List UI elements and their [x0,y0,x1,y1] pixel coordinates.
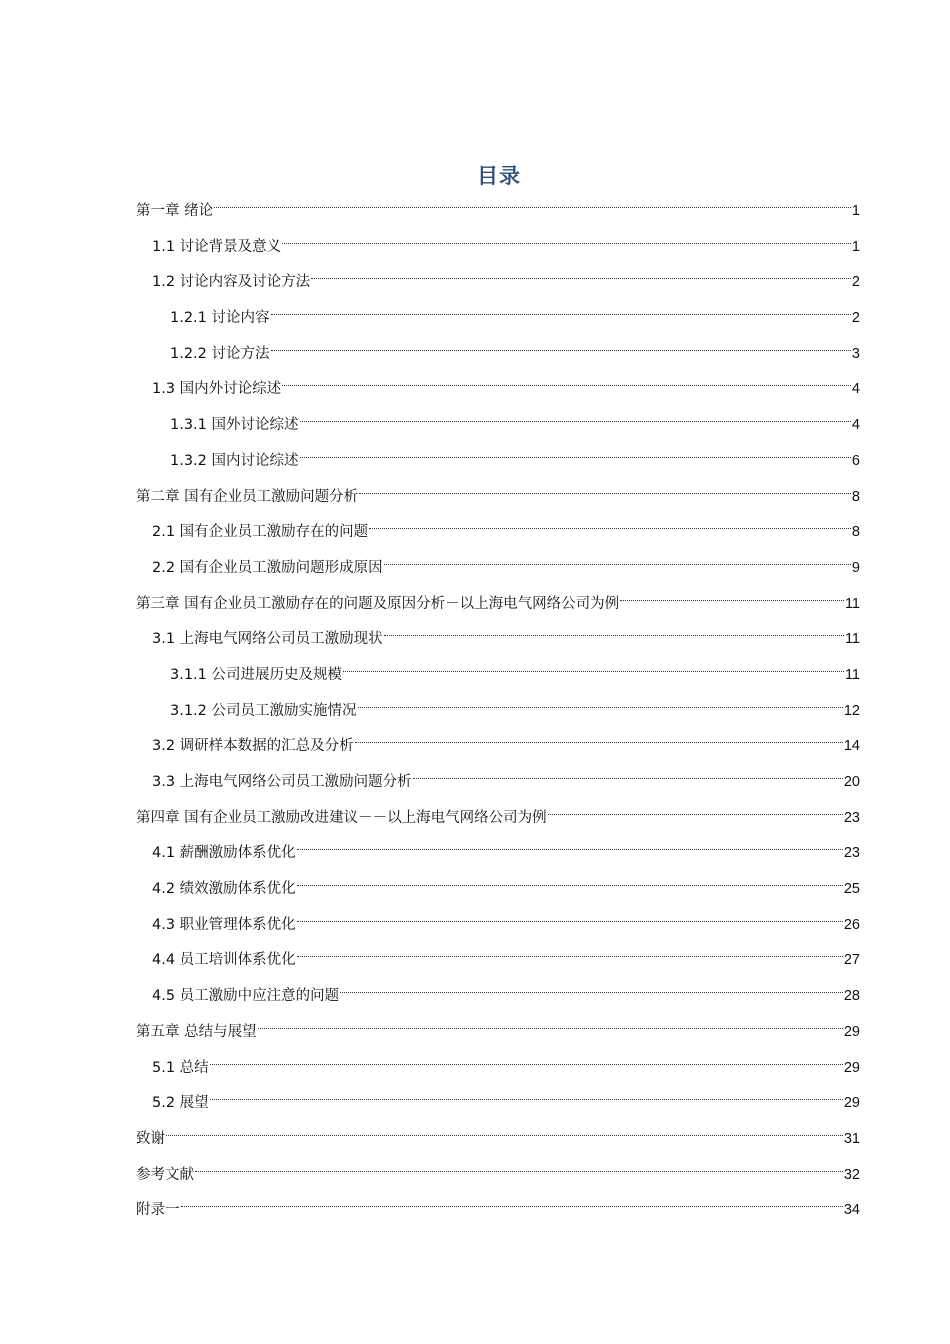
toc-entry-label: 4.5 员工激励中应注意的问题 [152,988,340,1005]
toc-dot-leader [258,1012,843,1036]
toc-entry-label: 1.2.1 讨论内容 [170,310,270,327]
toc-entry-label: 3.1 上海电气网络公司员工激励现状 [152,631,383,648]
table-of-contents [136,191,860,1226]
toc-entry-page-number: 8 [851,488,860,505]
toc-entry-page-number: 26 [843,916,860,933]
toc-entry-label: 4.4 员工培训体系优化 [152,952,296,969]
toc-entry[interactable] [136,441,860,477]
toc-dot-leader [210,1048,843,1072]
toc-title: 目录 [477,164,521,188]
toc-entry-page-number: 9 [851,559,860,576]
toc-dot-leader [384,548,851,572]
toc-dot-leader [620,584,844,608]
toc-entry[interactable] [136,1155,860,1191]
toc-dot-leader [369,512,851,536]
toc-entry-page-number: 11 [844,666,860,683]
toc-entry-label: 1.3.2 国内讨论综述 [170,452,299,469]
toc-dot-leader [181,1190,843,1214]
toc-dot-leader [271,334,851,358]
toc-entry[interactable] [136,976,860,1012]
toc-dot-leader [359,477,851,501]
toc-entry[interactable] [136,619,860,655]
toc-entry[interactable] [136,1190,860,1226]
toc-entry-label: 5.1 总结 [152,1059,209,1076]
toc-entry[interactable] [136,940,860,976]
toc-dot-leader [282,369,851,393]
toc-entry-label: 1.3.1 国外讨论综述 [170,417,299,434]
toc-entry[interactable] [136,298,860,334]
toc-dot-leader [355,726,843,750]
toc-entry[interactable] [136,833,860,869]
toc-entry-page-number: 11 [844,631,860,648]
toc-entry-page-number: 12 [843,702,860,719]
toc-entry-page-number: 2 [851,310,860,327]
toc-entry-page-number: 29 [843,1059,860,1076]
toc-entry[interactable] [136,1083,860,1119]
toc-entry-page-number: 28 [843,988,860,1005]
toc-dot-leader [311,262,851,286]
toc-entry[interactable] [136,405,860,441]
toc-dot-leader [282,227,851,251]
toc-entry-page-number: 2 [851,274,860,291]
toc-entry-page-number: 31 [843,1130,860,1147]
toc-entry[interactable] [136,262,860,298]
toc-dot-leader [340,976,843,1000]
toc-entry[interactable] [136,905,860,941]
toc-entry-label: 4.2 绩效激励体系优化 [152,881,296,898]
toc-entry-page-number: 27 [843,952,860,969]
toc-entry[interactable] [136,584,860,620]
toc-entry[interactable] [136,191,860,227]
toc-dot-leader [271,298,851,322]
toc-entry-page-number: 8 [851,524,860,541]
toc-dot-leader [297,869,843,893]
toc-dot-leader [166,1119,843,1143]
toc-entry-label: 致谢 [136,1130,165,1147]
toc-entry-page-number: 6 [851,452,860,469]
toc-entry-page-number: 1 [851,203,860,219]
toc-entry-label: 3.1.1 公司进展历史及规模 [170,666,343,683]
toc-entry-page-number: 14 [843,738,860,755]
toc-dot-leader [300,405,851,429]
toc-dot-leader [297,833,843,857]
toc-entry-page-number: 11 [844,595,860,612]
toc-entry[interactable] [136,334,860,370]
toc-dot-leader [413,762,843,786]
toc-entry-label: 3.2 调研样本数据的汇总及分析 [152,738,354,755]
toc-entry-label: 1.1 讨论背景及意义 [152,238,282,255]
toc-entry-label: 附录一 [136,1202,180,1219]
toc-entry-label: 3.1.2 公司员工激励实施情况 [170,702,357,719]
toc-entry-page-number: 1 [851,238,860,255]
toc-entry-label: 1.2 讨论内容及讨论方法 [152,274,311,291]
toc-entry-page-number: 4 [851,417,860,434]
toc-entry-page-number: 23 [843,809,860,826]
toc-entry[interactable] [136,548,860,584]
toc-entry-label: 4.3 职业管理体系优化 [152,916,296,933]
toc-dot-leader [358,691,843,715]
toc-entry-page-number: 34 [843,1202,860,1219]
toc-entry-label: 4.1 薪酬激励体系优化 [152,845,296,862]
toc-entry[interactable] [136,227,860,263]
toc-dot-leader [548,798,843,822]
toc-entry-label: 1.3 国内外讨论综述 [152,381,282,398]
toc-dot-leader [343,655,844,679]
toc-entry[interactable] [136,798,860,834]
toc-entry-page-number: 25 [843,881,860,898]
toc-entry-label: 2.1 国有企业员工激励存在的问题 [152,524,369,541]
toc-entry[interactable] [136,512,860,548]
toc-dot-leader [210,1083,843,1107]
toc-entry[interactable] [136,726,860,762]
toc-entry-label: 第一章 绪论 [136,203,214,219]
toc-entry-page-number: 20 [843,774,860,790]
toc-entry-page-number: 29 [843,1095,860,1112]
toc-entry-label: 2.2 国有企业员工激励问题形成原因 [152,559,383,576]
toc-entry-label: 5.2 展望 [152,1095,209,1112]
toc-entry-label: 第三章 国有企业员工激励存在的问题及原因分析－以上海电气网络公司为例 [136,595,620,612]
toc-entry[interactable] [136,369,860,405]
toc-entry[interactable] [136,655,860,691]
toc-entry[interactable] [136,1119,860,1155]
toc-entry-label: 第二章 国有企业员工激励问题分析 [136,488,359,505]
toc-entry-label: 3.3 上海电气网络公司员工激励问题分析 [152,774,412,790]
toc-entry-page-number: 23 [843,845,860,862]
toc-entry-page-number: 4 [851,381,860,398]
toc-entry-page-number: 29 [843,1023,860,1040]
toc-entry-page-number: 32 [843,1166,860,1183]
toc-entry-page-number: 3 [851,345,860,362]
toc-dot-leader [300,441,851,465]
toc-entry[interactable] [136,869,860,905]
toc-entry[interactable] [136,477,860,513]
toc-entry[interactable] [136,691,860,727]
toc-entry[interactable] [136,1048,860,1084]
toc-entry[interactable] [136,762,860,798]
toc-entry-label: 第四章 国有企业员工激励改进建议－－以上海电气网络公司为例 [136,809,547,826]
toc-entry[interactable] [136,1012,860,1048]
toc-dot-leader [384,619,844,643]
toc-entry-label: 1.2.2 讨论方法 [170,345,270,362]
toc-entry-label: 第五章 总结与展望 [136,1023,257,1040]
toc-dot-leader [297,905,843,929]
toc-dot-leader [214,191,851,215]
toc-dot-leader [297,940,843,964]
toc-dot-leader [195,1155,843,1179]
toc-entry-label: 参考文献 [136,1166,194,1183]
